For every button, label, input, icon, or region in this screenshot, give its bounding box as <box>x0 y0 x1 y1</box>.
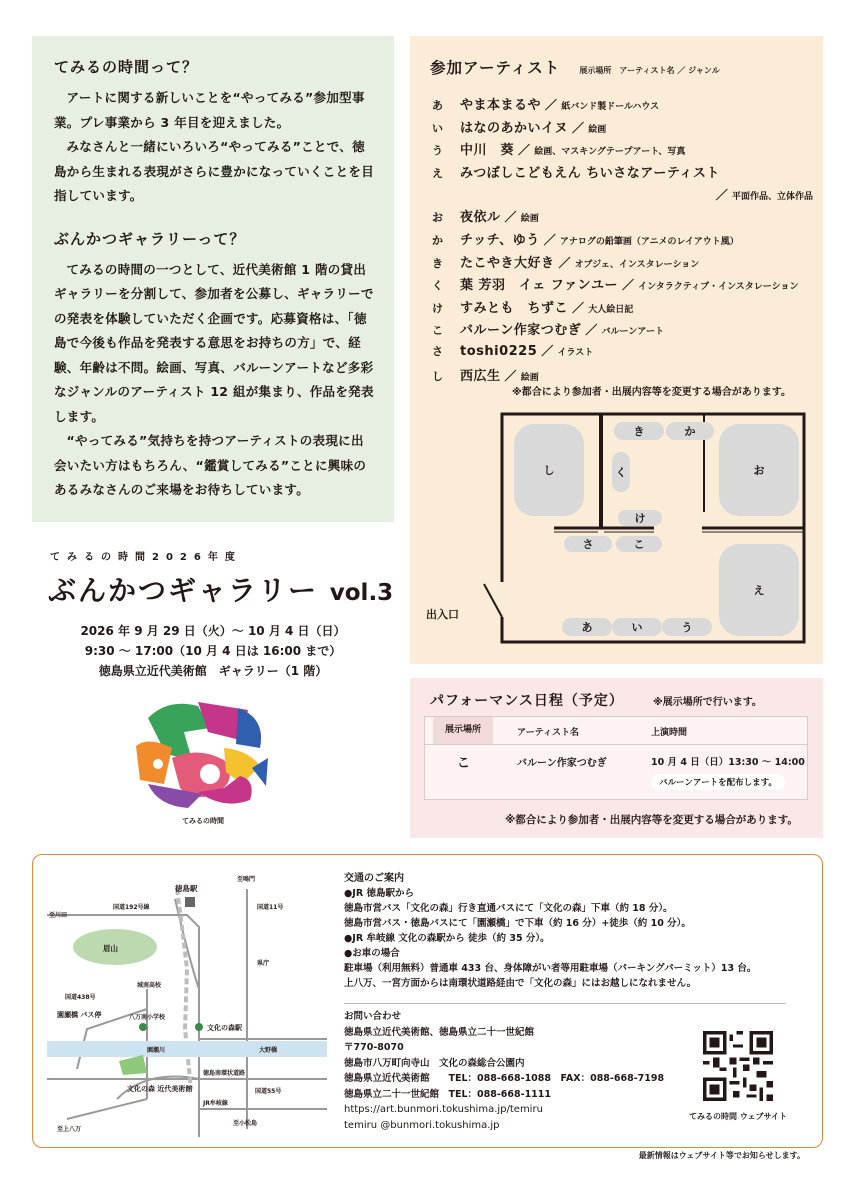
artist-row <box>432 342 817 365</box>
performance-heading: パフォーマンス日程（予定） <box>430 693 624 709</box>
artist-genre: ／ 平面作品、立体作品 <box>716 192 813 202</box>
col-time: 上演時間 <box>651 728 688 738</box>
artists-heading: 参加アーティスト <box>430 59 561 77</box>
artist-genre: ／ イラスト <box>541 342 593 359</box>
artist-row <box>432 94 817 117</box>
contact-line: 徳島県立近代美術館 TEL：088-668-1088 FAX：088-668-7198 <box>344 1073 665 1084</box>
map-bunkanomori-station: 文化の森駅 <box>207 1024 242 1032</box>
access-line: 徳島市営バス・徳島バスにて「園瀬橋」で下車（約 16 分）+徒歩（約 10 分）。 <box>344 918 691 929</box>
about-heading: てみるの時間って？ <box>54 58 199 76</box>
map-to-kawata: 至川田 <box>49 912 68 919</box>
performance-artist: バルーン作家つむぎ <box>517 758 607 769</box>
gallery-paragraph-1: てみるの時間の一つとして、近代美術館 1 階の貸出ギャラリーを分割して、参加者を公募し、ギャラリーでの発表を体験していただく企画です。応募資格は、「徳島で今後も作品を発表する意思をお持ちの方」で、経験、年齢は不問。絵画、写真、バルーンアートなど多彩なジャンルのアーティスト 12 組が集まり、作品を発表します。 <box>54 261 374 424</box>
map-route11: 国道11号 <box>257 904 284 911</box>
map-museum: 文化の森 近代美術館 <box>127 1085 193 1093</box>
artist-name: 西広生 <box>460 368 501 384</box>
event-title-block <box>32 548 394 681</box>
artist-name: たこやき大好き <box>460 255 555 271</box>
access-heading: 交通のご案内 <box>344 873 404 884</box>
artist-genre: ／ 絵画 <box>505 208 539 225</box>
access-line: 徳島市営バス「文化の森」行き直通バスにて「文化の森」下車（約 18 分）。 <box>344 903 673 914</box>
footer-note: 最新情報はウェブサイト等でお知らせします。 <box>638 1151 805 1160</box>
performance-place: こ <box>457 756 471 771</box>
map-route55: 国道55号 <box>255 1088 282 1095</box>
map-sonose-bus: 園瀬橋 バス停 <box>57 1011 102 1019</box>
artist-name: チッチ、ゆう <box>460 232 540 248</box>
artist-name: すみとも ちずこ <box>460 300 569 316</box>
floor-plan <box>426 412 806 644</box>
gallery-paragraph-2: “やってみる”気持ちを持つアーティストの表現に出会いたい方はもちろん、“鑑賞してみる”ことに興味のあるみなさんのご来場をお待ちしています。 <box>54 433 367 497</box>
event-volume: vol.3 <box>329 580 394 606</box>
access-divider <box>344 1003 786 1004</box>
plan-label-ko: こ <box>633 538 645 551</box>
artist-genre: ／ 絵画 <box>505 367 539 384</box>
performance-subnote: ※展示場所で行います。 <box>652 697 762 708</box>
access-directions <box>344 871 804 991</box>
contact-heading: お問い合わせ <box>344 1011 402 1022</box>
access-map <box>47 869 327 1137</box>
map-route438: 国道438号 <box>65 994 96 1001</box>
about-paragraph-1: アートに関する新しいことを“やってみる”参加型事業。プレ事業から 3 年目を迎えました。 <box>54 90 365 130</box>
artist-name: 葉 芳羽 イェ ファンユー <box>460 278 618 294</box>
artist-genre: ／ 紙バンド製ドールハウス <box>545 96 659 113</box>
plan-label-shi: し <box>543 464 555 477</box>
plan-label-i: い <box>631 621 643 634</box>
map-to-kamihachiman: 至上八万 <box>57 1126 82 1133</box>
artist-row <box>432 252 817 275</box>
artist-genre-continued <box>432 184 817 206</box>
event-pretitle: てみるの時間2026年度 <box>50 552 242 563</box>
plan-label-ka: か <box>684 425 696 438</box>
performance-table <box>424 716 808 800</box>
contact-line: 徳島県立近代美術館、徳島県立二十一世紀館 <box>344 1026 535 1038</box>
access-line: ●JR 徳島駅から <box>344 888 414 899</box>
artist-genre: ／ 絵画 <box>572 119 606 136</box>
artist-name: 夜依ル <box>460 210 501 226</box>
event-title-text: ぶんかつギャラリー <box>48 574 319 607</box>
map-station: 徳島駅 <box>175 884 198 893</box>
artist-list <box>432 94 817 387</box>
location-key: く <box>432 279 443 293</box>
location-key: い <box>432 121 443 135</box>
event-venue: 徳島県立近代美術館 ギャラリー（1 階） <box>98 664 328 678</box>
contact-line: 徳島市八万町向寺山 文化の森総合公園内 <box>344 1057 525 1069</box>
plan-label-u: う <box>681 621 693 634</box>
performance-tag: バルーンアートを配布します。 <box>651 774 785 790</box>
location-key: え <box>432 166 443 180</box>
artist-genre: ／ 絵画、マスキングテープアート、写真 <box>518 141 685 158</box>
contact-block <box>344 1009 674 1134</box>
artist-row <box>432 117 817 140</box>
artist-name: はなのあかいイヌ <box>460 120 569 136</box>
access-line: 駐車場（利用無料）普通車 433 台、身体障がい者等用駐車場（パーキングパーミット）13 台。 <box>344 963 757 974</box>
map-ring-road: 徳島南環状道路 <box>203 1070 246 1077</box>
location-key: さ <box>432 344 443 358</box>
access-panel <box>32 854 823 1148</box>
map-jr-line: JR牟岐線 <box>203 1100 228 1107</box>
email-link[interactable]: temiru @bunmori.tokushima.jp <box>344 1120 500 1131</box>
map-school2: 八万南小学校 <box>129 1014 166 1021</box>
qr-code-icon[interactable] <box>703 1031 773 1101</box>
artist-row <box>432 139 817 162</box>
plan-label-o: お <box>753 464 765 477</box>
map-to-komatsushima: 至小松島 <box>233 1120 258 1127</box>
access-line: ●お車の場合 <box>344 948 400 959</box>
about-panel <box>32 36 394 522</box>
website-link[interactable]: https://art.bunmori.tokushima.jp/temiru <box>344 1104 543 1115</box>
location-key: こ <box>432 324 443 338</box>
artist-row <box>432 319 817 342</box>
artist-row <box>432 297 817 320</box>
plan-label-a: あ <box>581 621 593 634</box>
artist-row <box>432 274 817 297</box>
map-bridge: 大野橋 <box>259 1047 278 1054</box>
artist-row <box>432 162 817 185</box>
artist-name: みつぼしこどもえん ちいさなアーティスト <box>460 165 720 181</box>
plan-label-e: え <box>753 584 765 597</box>
performance-panel <box>410 678 823 838</box>
artist-genre: ／ インタラクティブ・インスタレーション <box>622 276 798 293</box>
location-key: あ <box>432 99 443 112</box>
plan-label-ke: け <box>634 512 646 525</box>
gallery-heading: ぶんかつギャラリーって？ <box>54 229 246 248</box>
artists-panel <box>410 36 823 664</box>
map-pref: 県庁 <box>257 960 270 967</box>
performance-note: ※都合により参加者・出展内容等を変更する場合があります。 <box>505 814 798 826</box>
artist-genre: ／ バルーンアート <box>585 321 664 338</box>
event-date: 2026 年 9 月 29 日（火）〜 10 月 4 日（日） <box>80 624 346 638</box>
plan-label-ku: く <box>615 466 627 479</box>
artist-name: バルーン作家つむぎ <box>460 323 582 339</box>
entrance-label: 出入口 <box>426 608 459 621</box>
temiru-logo <box>128 688 278 828</box>
artist-genre: ／ アナログの鉛筆画（アニメのレイアウト風） <box>544 231 739 248</box>
location-key: き <box>432 256 443 270</box>
map-school1: 城南高校 <box>137 982 162 989</box>
performance-row <box>425 746 807 800</box>
artist-genre: ／ オブジェ、インスタレーション <box>559 254 700 271</box>
artists-note: ※都合により参加者・出展内容等を変更する場合があります。 <box>512 387 791 398</box>
map-river: 園瀬川 <box>147 1047 166 1054</box>
col-artist: アーティスト名 <box>517 728 580 738</box>
location-key: お <box>432 211 443 225</box>
plan-label-ki: き <box>633 425 645 438</box>
about-paragraph-2: みなさんと一緒にいろいろ“やってみる”ことで、徳島から生まれる表現がさらに豊かになっていくことを目指しています。 <box>54 139 375 203</box>
location-key: け <box>432 301 443 315</box>
qr-label: てみるの時間 ウェブサイト <box>689 1112 787 1121</box>
performance-header <box>430 690 762 710</box>
map-mount: 眉山 <box>103 944 118 953</box>
location-key: う <box>432 144 443 158</box>
artists-legend: 展示場所 アーティスト名 ／ ジャンル <box>579 66 720 75</box>
performance-time: 10 月 4 日（日）13:30 〜 14:00 <box>651 757 805 768</box>
event-info <box>32 621 394 681</box>
map-to-naruto: 至鳴門 <box>237 876 256 883</box>
artist-genre: ／ 大人絵日記 <box>572 299 633 316</box>
artist-row <box>432 229 817 252</box>
artist-name: 中川 葵 <box>460 143 515 159</box>
location-key: か <box>432 233 443 247</box>
map-route192: 国道192号線 <box>113 904 150 911</box>
access-line: 上八万、一宮方面からは南環状道路経由で「文化の森」にはお越しになれません。 <box>344 978 697 989</box>
col-place: 展示場所 <box>433 717 493 744</box>
event-title <box>32 569 394 609</box>
artist-row <box>432 206 817 229</box>
logo-caption: てみるの時間 <box>182 817 224 825</box>
contact-line: 〒770-8070 <box>344 1042 404 1053</box>
contact-line: 徳島県立二十一世紀館 TEL：088-668-1111 <box>344 1088 552 1100</box>
event-time: 9:30 〜 17:00（10 月 4 日は 16:00 まで） <box>84 644 342 658</box>
artists-header <box>430 56 720 78</box>
access-line: ●JR 牟岐線 文化の森駅から 徒歩（約 35 分）。 <box>344 933 550 944</box>
location-key: し <box>432 369 443 383</box>
performance-table-header <box>425 717 807 745</box>
artist-name: toshi0225 <box>460 343 538 359</box>
artist-name: やま本まるや <box>460 98 542 113</box>
plan-label-sa: さ <box>582 538 594 551</box>
